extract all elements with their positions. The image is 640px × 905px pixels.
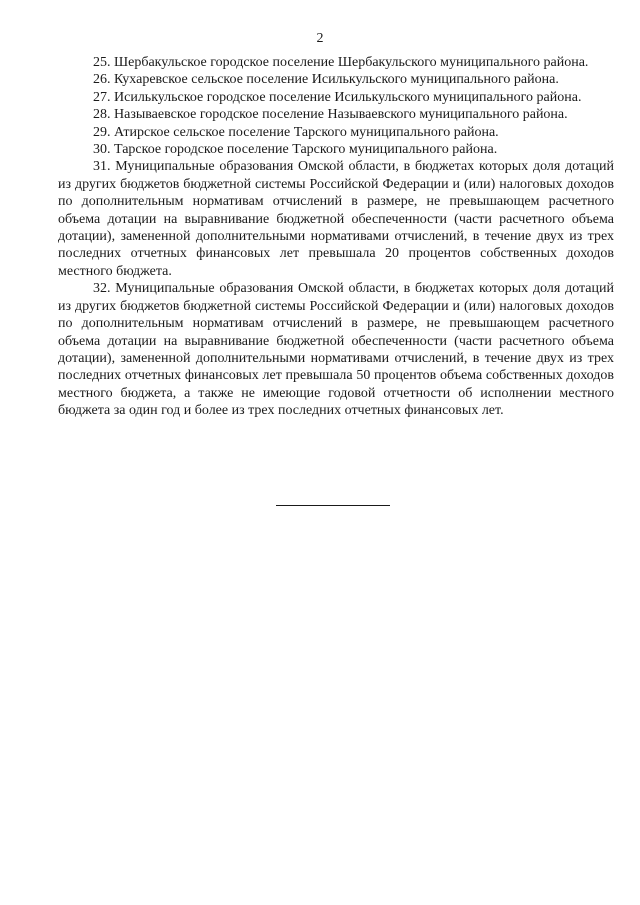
document-body — [58, 54, 614, 420]
list-item-32: 32. Муниципальные образования Омской области, в бюджетах которых доля дотаций из других бюджетов бюджетной системы Российской Федерации и (или) налоговых доходов по дополнительным нормативам отчислений в размере, не превышающем расчетного объема дотации на выравнивание бюджетной обеспеченности (части расчетного объема дотации), замененной дополнительными нормативами отчислений, в течение двух из трех последних отчетных финансовых лет превышала 50 процентов объема собственных доходов местного бюджета, а также не имеющие годовой отчетности об исполнении местного бюджета за один год и более из трех последних отчетных финансовых лет. — [58, 281, 614, 419]
list-item-30: 30. Тарское городское поселение Тарского муниципального района. — [93, 142, 498, 158]
list-item-28: 28. Называевское городское поселение Называевского муниципального района. — [93, 107, 568, 123]
list-item-29: 29. Атирское сельское поселение Тарского муниципального района. — [93, 124, 499, 140]
list-item-31: 31. Муниципальные образования Омской области, в бюджетах которых доля дотаций из других бюджетов бюджетной системы Российской Федерации и (или) налоговых доходов по дополнительным нормативам отчислений в размере, не превышающем расчетного объема дотации на выравнивание бюджетной обеспеченности (части расчетного объема дотации), замененной дополнительными нормативами отчислений, в течение двух из трех последних отчетных финансовых лет превышала 20 процентов собственных доходов местного бюджета. — [58, 159, 614, 279]
page-number: 2 — [316, 31, 324, 46]
end-of-document-rule — [276, 505, 390, 506]
list-item-26: 26. Кухаревское сельское поселение Исилькульского муниципального района. — [93, 72, 559, 88]
list-item-25: 25. Шербакульское городское поселение Шербакульского муниципального района. — [93, 55, 589, 70]
list-item-27: 27. Исилькульское городское поселение Исилькульского муниципального района. — [93, 89, 582, 105]
